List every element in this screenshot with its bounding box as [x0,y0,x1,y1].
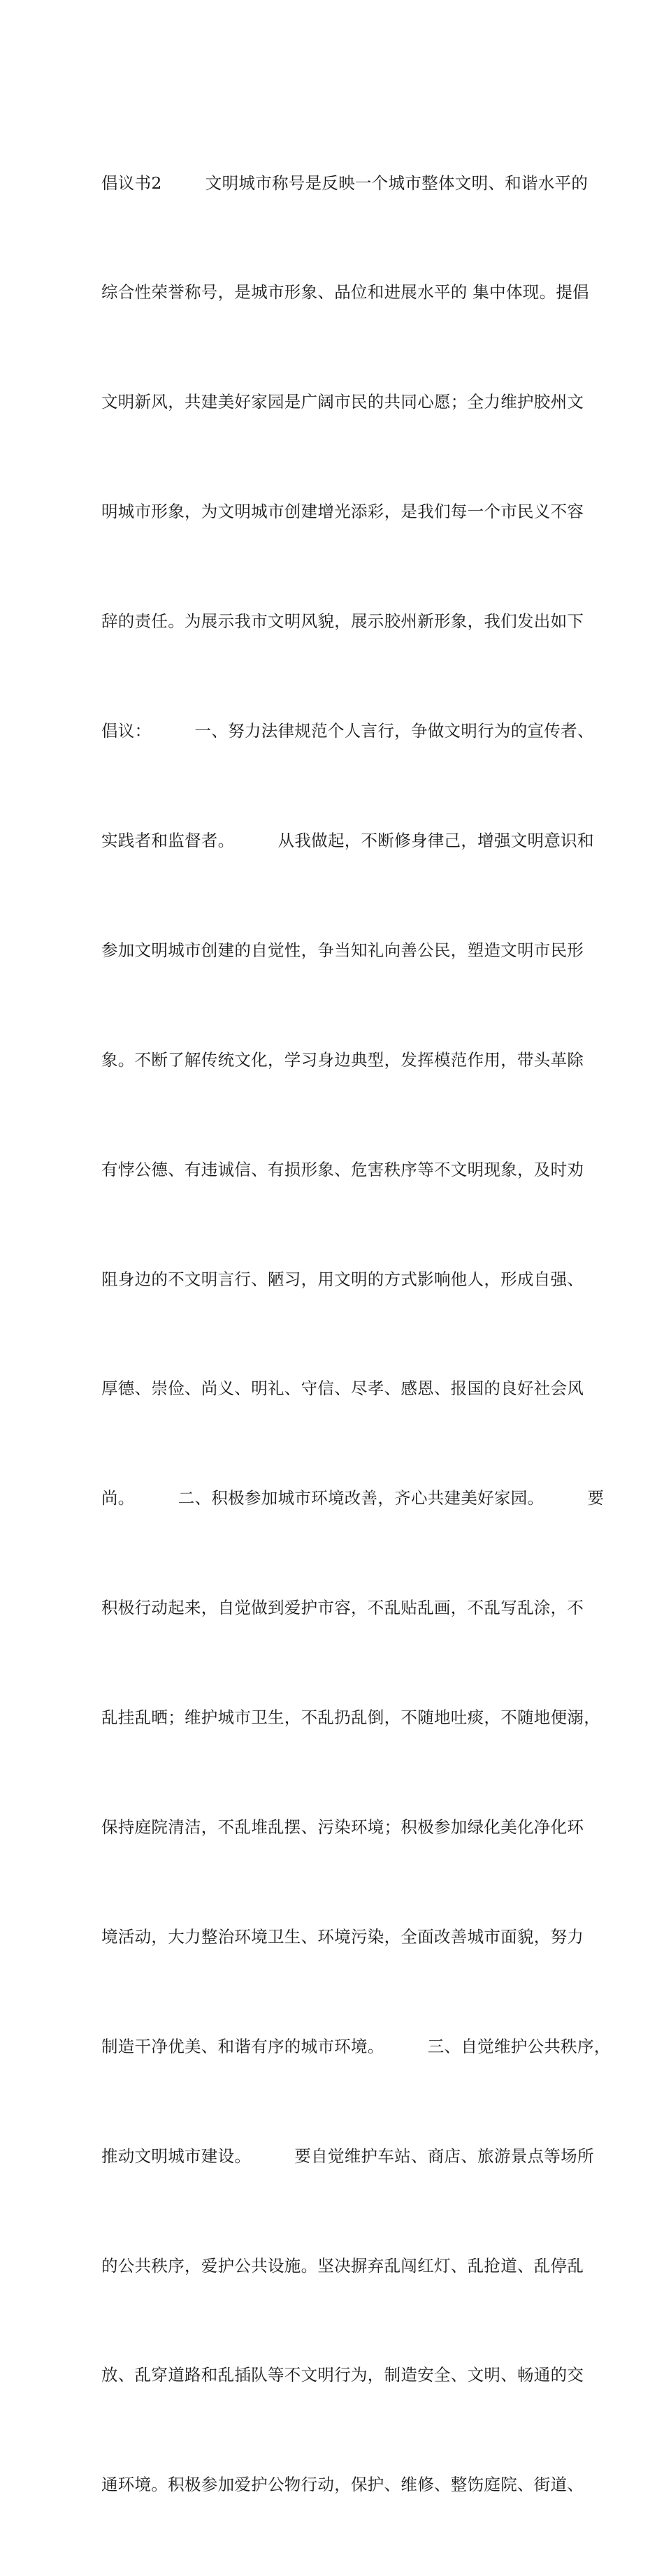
text-line: 的公共秩序，爱护公共设施。坚决摒弃乱闯红灯、乱抢道、乱停乱 [101,2255,584,2276]
text-line: 境活动，大力整治环境卫生、环境污染，全面改善城市面貌，努力 [101,1926,584,1946]
text-line: 阻身边的不文明言行、陋习，用文明的方式影响他人，形成自强、 [101,1269,584,1289]
text-line: 倡议书2 文明城市称号是反映一个城市整体文明、和谐水平的 [101,173,589,193]
text-line: 制造干净优美、和谐有序的城市环境。 三、自觉维护公共秩序， [101,2036,611,2056]
text-line: 有悖公德、有违诚信、有损形象、危害秩序等不文明现象，及时劝 [101,1159,584,1179]
document-body [101,92,611,2576]
text-line: 厚德、崇俭、尚义、明礼、守信、尽孝、感恩、报国的良好社会风 [101,1378,584,1399]
text-line: 实践者和监督者。 从我做起，不断修身律己，增强文明意识和 [101,830,594,850]
text-line: 尚。 二、积极参加城市环境改善，齐心共建美好家园。 要 [101,1488,605,1508]
text-line: 通环境。积极参加爱护公物行动，保护、维修、整饬庭院、街道、 [101,2475,584,2495]
text-line: 参加文明城市创建的自觉性，争当知礼向善公民，塑造文明市民形 [101,940,584,960]
text-line: 综合性荣誉称号，是城市形象、品位和进展水平的 集中体现。提倡 [101,282,589,303]
text-line: 乱挂乱晒；维护城市卫生，不乱扔乱倒，不随地吐痰，不随地便溺， [101,1708,600,1728]
text-line: 倡议： 一、努力法律规范个人言行，争做文明行为的宣传者、 [101,721,594,741]
text-line: 积极行动起来，自觉做到爱护市容，不乱贴乱画，不乱写乱涂，不 [101,1598,584,1618]
text-line: 文明新风，共建美好家园是广阔市民的共同心愿；全力维护胶州文 [101,392,584,412]
text-line: 推动文明城市建设。 要自觉维护车站、商店、旅游景点等场所 [101,2146,594,2166]
text-line: 辞的责任。为展示我市文明风貌，展示胶州新形象，我们发出如下 [101,611,584,632]
text-line: 明城市形象，为文明城市创建增光添彩，是我们每一个市民义不容 [101,502,584,522]
text-line: 象。不断了解传统文化，学习身边典型，发挥模范作用，带头革除 [101,1049,584,1070]
text-line: 放、乱穿道路和乱插队等不文明行为，制造安全、文明、畅通的交 [101,2365,584,2385]
text-line: 保持庭院清洁，不乱堆乱摆、污染环境；积极参加绿化美化净化环 [101,1817,584,1837]
